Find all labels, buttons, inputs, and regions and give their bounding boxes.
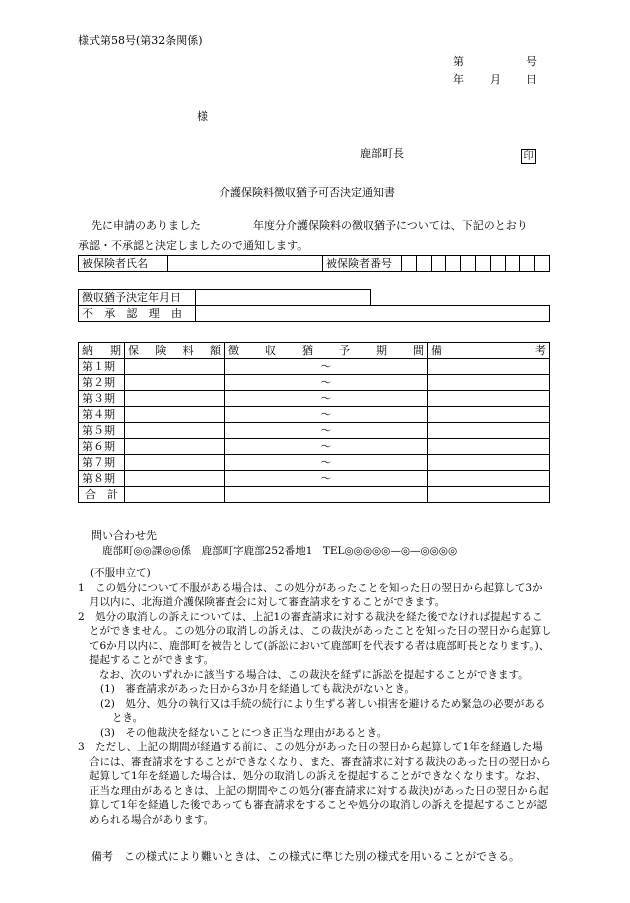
decision-table — [78, 289, 550, 322]
reason-cell — [196, 306, 550, 322]
header-deferral-period: 徴収猶予期間 — [225, 343, 428, 359]
table-row — [79, 359, 550, 375]
period-label: 第４期 — [79, 407, 125, 423]
decision-date-cell — [196, 290, 371, 306]
table-row — [79, 391, 550, 407]
deferral-range: ～ — [225, 391, 428, 407]
insured-table — [78, 255, 550, 272]
seal-mark: 印 — [521, 146, 536, 164]
table-row — [79, 407, 550, 423]
total-row — [79, 487, 550, 503]
appeal-heading: (不服申立て) — [90, 567, 151, 579]
premium-cell — [125, 471, 225, 487]
remarks-cell — [428, 471, 550, 487]
appeal-item-2-note: なお、次のいずれかに該当する場合は、この裁決を経ずに訴訟を提起することができます。 — [99, 668, 529, 681]
deferral-range: ～ — [225, 359, 428, 375]
insured-name-label: 被保険者氏名 — [79, 256, 168, 272]
insured-number-digit — [446, 256, 461, 272]
period-label: 第５期 — [79, 423, 125, 439]
intro-line1-a: 先に申請のありました — [91, 219, 201, 232]
intro-line2: 承認・不承認と決定しましたので通知します。 — [78, 239, 309, 252]
table-row — [79, 471, 550, 487]
period-header-row — [79, 343, 550, 359]
document-title: 介護保険料徴収猶予可否決定通知書 — [219, 186, 395, 199]
table-row — [79, 423, 550, 439]
contact-detail: 鹿部町◎◎課◎◎係 鹿部町字鹿部252番地1 TEL◎◎◎◎◎—◎—◎◎◎◎ — [102, 545, 458, 557]
deferral-range: ～ — [225, 471, 428, 487]
table-row — [79, 439, 550, 455]
premium-cell — [125, 391, 225, 407]
remarks-cell — [428, 391, 550, 407]
total-deferral-cell — [225, 487, 428, 503]
doc-number-suffix: 号 — [526, 55, 537, 68]
insured-number-digit — [490, 256, 505, 272]
header-premium-amount: 保険料額 — [125, 343, 225, 359]
contact-heading: 問い合わせ先 — [91, 529, 157, 542]
total-remarks-cell — [428, 487, 550, 503]
remarks-cell — [428, 455, 550, 471]
header-due-period: 納期 — [79, 343, 125, 359]
sender-name: 鹿部町長 — [360, 147, 404, 160]
period-label: 第２期 — [79, 375, 125, 391]
deferral-range: ～ — [225, 375, 428, 391]
appeal-item-3: 3 ただし、上記の期間が経過する前に、この処分があった日の翌日から起算して1年を経過した場合には、審査請求をすることができなくなり、また、審査請求に対する裁決のあった日の翌日から起算して1年を経過した場合は、処分の取消しの訴えを提起することができなくなります。なお、正当な理由があるときは、上記の期間やこの処分(審査請求に対する裁決)があった日の翌日から起算して1年を経過した後であっても審査請求をすることや処分の取消しの訴えを提起することが認められる場合があります。 — [78, 741, 551, 826]
date-day: 日 — [526, 73, 537, 86]
insured-number-digit — [535, 256, 550, 272]
addressee-honorific: 様 — [197, 110, 208, 123]
premium-cell — [125, 439, 225, 455]
period-label: 第１期 — [79, 359, 125, 375]
remarks-note: 備考 この様式により難いときは、この様式に準じた別の様式を用いることができる。 — [91, 850, 520, 863]
remarks-cell — [428, 407, 550, 423]
premium-cell — [125, 455, 225, 471]
table-row — [79, 455, 550, 471]
remarks-cell — [428, 423, 550, 439]
appeal-sub-3: (3) その他裁決を経ないことにつき正当な理由があるとき。 — [100, 726, 388, 739]
deferral-range: ～ — [225, 407, 428, 423]
table-row — [79, 375, 550, 391]
date-year: 年 — [453, 73, 464, 86]
remarks-cell — [428, 439, 550, 455]
insured-number-label: 被保険者番号 — [323, 256, 402, 272]
appeal-sub-1: (1) 審査請求があった日から3か月を経過しても裁決がないとき。 — [100, 683, 416, 695]
total-premium-cell — [125, 487, 225, 503]
period-label: 第８期 — [79, 471, 125, 487]
insured-number-digit — [416, 256, 431, 272]
deferral-range: ～ — [225, 423, 428, 439]
appeal-sub-2: (2) 処分、処分の執行又は手続の続行により生ずる著しい損害を避けるため緊急の必要があるとき。 — [100, 697, 546, 724]
remarks-cell — [428, 359, 550, 375]
header-remarks: 備考 — [428, 343, 550, 359]
insured-number-digit — [461, 256, 476, 272]
date-month: 月 — [490, 73, 501, 86]
doc-number-prefix: 第 — [453, 55, 464, 68]
insured-name-cell — [168, 256, 323, 272]
appeal-item-2: 2 処分の取消しの訴えについては、上記1の審査請求に対する裁決を経た後でなければ提起することができません。この処分の取消しの訴えは、この裁決があったことを知った日の翌日から起算して6か月以内に、鹿部町を被告として(訴訟において鹿部町を代表する者は鹿部町長となります。)、提起することができます。 — [78, 610, 552, 666]
total-label: 合計 — [79, 487, 125, 503]
intro-line1-b: 年度分介護保険料の徴収猶予については、下記のとおり — [253, 219, 528, 232]
insured-number-digit — [475, 256, 490, 272]
appeal-section — [78, 566, 552, 827]
decision-date-label: 徴収猶予決定年月日 — [79, 290, 196, 306]
period-label: 第３期 — [79, 391, 125, 407]
premium-cell — [125, 407, 225, 423]
period-label: 第６期 — [79, 439, 125, 455]
deferral-range: ～ — [225, 455, 428, 471]
remarks-cell — [428, 375, 550, 391]
insured-number-digit — [431, 256, 446, 272]
insured-number-digit — [520, 256, 535, 272]
reason-label: 不承認理由 — [79, 306, 196, 322]
premium-cell — [125, 375, 225, 391]
appeal-item-1: 1 この処分について不服がある場合は、この処分があったことを知った日の翌日から起算して3か月以内に、北海道介護保険審査会に対して審査請求をすることができます。 — [78, 581, 543, 608]
premium-cell — [125, 359, 225, 375]
premium-cell — [125, 423, 225, 439]
period-label: 第７期 — [79, 455, 125, 471]
deferral-range: ～ — [225, 439, 428, 455]
period-table — [78, 342, 550, 503]
insured-number-digit — [402, 256, 417, 272]
insured-number-digit — [505, 256, 520, 272]
form-number: 様式第58号(第32条関係) — [78, 34, 203, 47]
